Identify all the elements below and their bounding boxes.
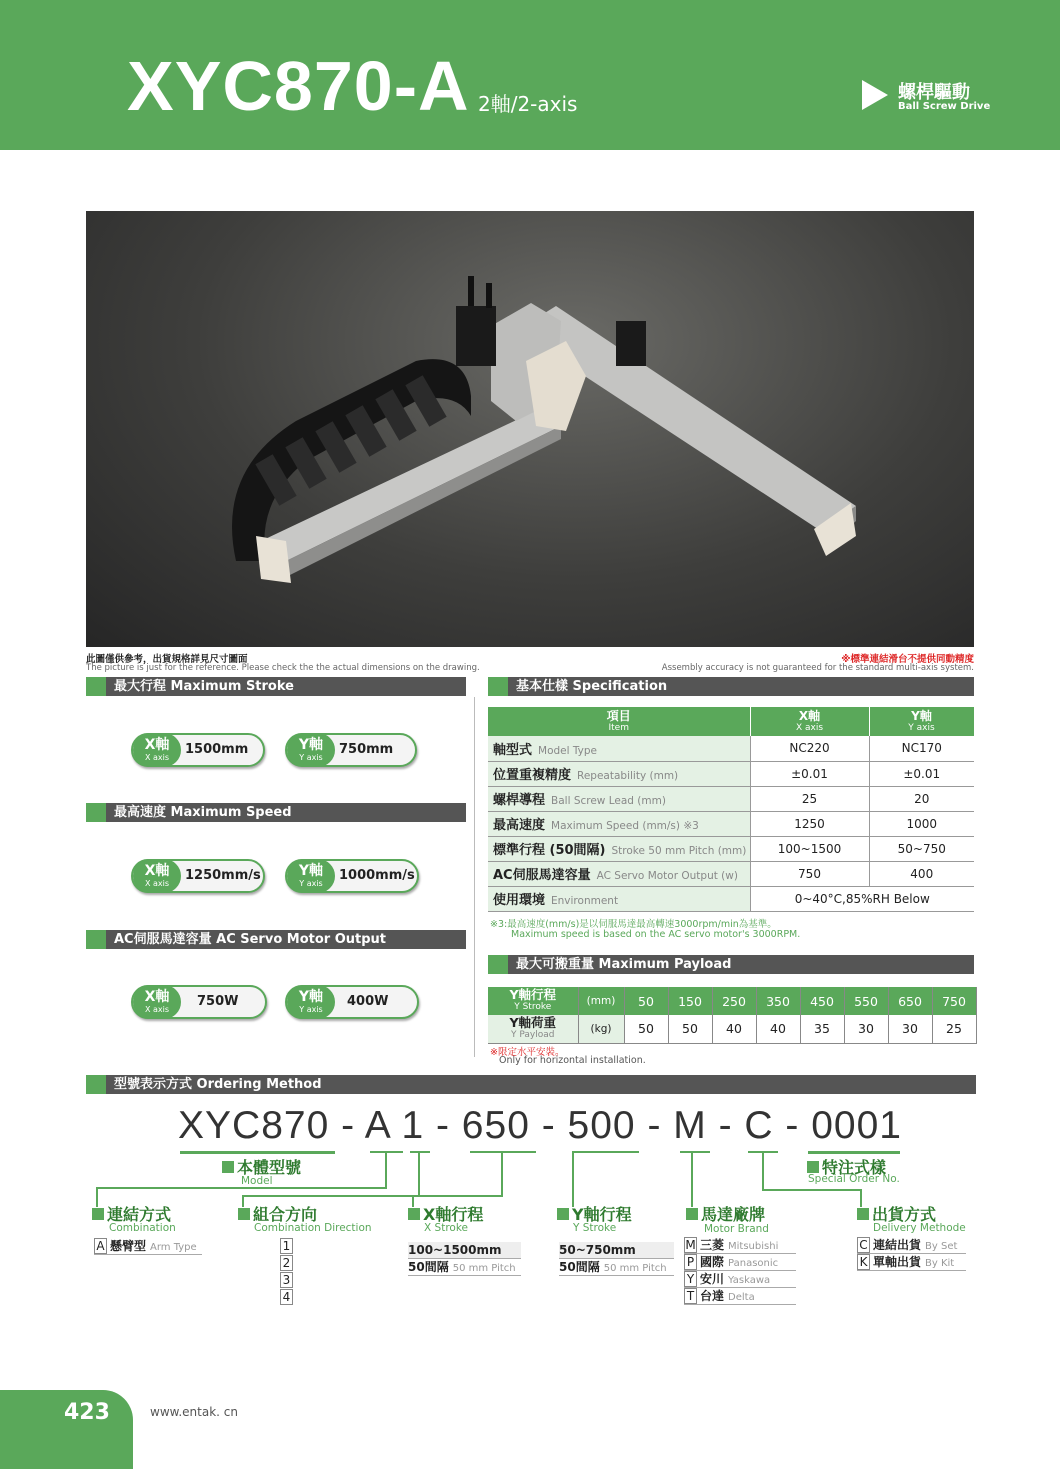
x-motor-pill (131, 985, 267, 1019)
spec-head-x: X軸 X axis (750, 707, 869, 736)
list-item: 2 (280, 1255, 296, 1272)
table-row: 螺桿導程 Ball Screw Lead (mm) 25 20 (488, 786, 974, 811)
carriage-block (456, 276, 646, 431)
table-row: 使用環境 Environment 0~40°C,85%RH Below (488, 886, 974, 911)
y-stroke-pill (285, 733, 417, 767)
photo-caption-cn: 此圖僅供參考，出貨規格詳見尺寸圖面 (86, 654, 248, 665)
drive-type-en: Ball Screw Drive (898, 101, 991, 112)
spec-note-en: Maximum speed is based on the AC servo motor's 3000RPM. (511, 929, 801, 940)
list-item: K 單軸出貨 By Kit (857, 1254, 966, 1271)
order-code: XYC870 - A 1 - 650 - 500 - M - C - 0001 (178, 1104, 902, 1147)
table-row: 位置重複精度 Repeatability (mm) ±0.01 ±0.01 (488, 761, 974, 786)
special-label-cn: 特注式樣 (807, 1155, 886, 1178)
website-url: www.entak. cn (150, 1405, 238, 1419)
model-label-cn: 本體型號 (222, 1155, 301, 1178)
payload-load-label: Y軸荷重 Y Payload (488, 1015, 578, 1043)
x-axis-badge: X軸 X axis (133, 985, 181, 1019)
combination-title: 連結方式 (92, 1202, 171, 1225)
connector-line (410, 1151, 430, 1153)
model-label-en: Model (241, 1175, 273, 1187)
product-title: XYC870-A (127, 47, 470, 125)
table-row: AC伺服馬達容量 AC Servo Motor Output (w) 750 400 (488, 861, 974, 886)
list-item: P 國際 Panasonic (684, 1254, 796, 1271)
motor-brand-title: 馬達廠牌 (686, 1202, 765, 1225)
connector-line (501, 1151, 503, 1197)
drive-type-cn: 螺桿驅動 (898, 82, 970, 103)
list-item: 50間隔 50 mm Pitch (408, 1259, 521, 1276)
delivery-title: 出貨方式 (857, 1202, 936, 1225)
direction-title: 組合方向 (238, 1202, 317, 1225)
max-stroke-heading: 最大行程 Maximum Stroke (86, 677, 466, 696)
page-number: 423 (64, 1400, 110, 1425)
payload-note-cn: ※限定水平安裝。 (490, 1047, 565, 1058)
list-item: 50~750mm (559, 1242, 674, 1259)
x-stroke-pill (131, 733, 265, 767)
x-axis-badge: X軸 X axis (133, 859, 181, 893)
payload-note-en: Only for horizontal installation. (499, 1055, 646, 1066)
motor-output-heading: AC伺服馬達容量 AC Servo Motor Output (86, 930, 466, 949)
ordering-heading: 型號表示方式 Ordering Method (86, 1075, 976, 1094)
payload-heading: 最大可搬重量 Maximum Payload (488, 955, 974, 974)
connector-line (762, 1189, 862, 1191)
spec-table (488, 707, 975, 912)
payload-stroke-label: Y軸行程 Y Stroke (488, 987, 578, 1015)
y-axis-badge: Y軸 Y axis (287, 859, 335, 893)
y-motor-pill (285, 985, 419, 1019)
special-underline (808, 1151, 900, 1154)
direction-sub: Combination Direction (254, 1222, 372, 1234)
y-speed-pill (285, 859, 419, 893)
connector-line (96, 1187, 387, 1189)
delivery-sub: Delivery Methode (873, 1222, 966, 1234)
spec-head-y: Y軸 Y axis (869, 707, 974, 736)
list-item: Y 安川 Yaskawa (684, 1271, 796, 1288)
payload-table (488, 987, 977, 1044)
y-speed-value: 1000mm/s (339, 868, 415, 883)
list-item: M 三菱 Mitsubishi (684, 1237, 796, 1254)
connector-line (470, 1151, 536, 1153)
list-item: 1 (280, 1238, 296, 1255)
photo-caption-en: The picture is just for the reference. Please check the the actual dimensions on the drawing. (86, 663, 480, 673)
x-stroke-value: 1500mm (185, 742, 249, 757)
connector-line (762, 1151, 764, 1191)
table-row: Y軸荷重 Y Payload (kg) 50 50 40 40 35 30 30 25 (488, 1015, 976, 1043)
y-motor-value: 400W (347, 994, 389, 1009)
connector-line (385, 1151, 387, 1189)
list-item: A 懸臂型 Arm Type (94, 1238, 202, 1255)
product-subtitle: 2軸/2-axis (478, 92, 578, 116)
x-speed-value: 1250mm/s (185, 868, 261, 883)
x-speed-pill (131, 859, 265, 893)
column-divider (474, 697, 475, 1057)
connector-line (572, 1151, 574, 1207)
max-speed-heading: 最高速度 Maximum Speed (86, 803, 466, 822)
spec-head-item: 項目 Item (488, 707, 750, 736)
list-item: 50間隔 50 mm Pitch (559, 1259, 674, 1276)
list-item: 4 (280, 1289, 296, 1306)
list-item: T 台達 Delta (684, 1288, 796, 1305)
page-tab (0, 1390, 133, 1469)
connector-line (412, 1195, 503, 1197)
motor-brand-sub: Motor Brand (704, 1223, 769, 1235)
connector-line (691, 1151, 693, 1207)
y-stroke-sub: Y Stroke (573, 1222, 617, 1234)
connector-line (418, 1151, 420, 1197)
table-row: 最高速度 Maximum Speed (mm/s) ※3 1250 1000 (488, 811, 974, 836)
header-band (0, 0, 1060, 150)
x-axis-badge: X軸 X axis (133, 733, 181, 767)
x-motor-value: 750W (197, 994, 239, 1009)
spec-note-cn: ※3:最高速度(mm/s)是以伺服馬達最高轉速3000rpm/min為基準。 (490, 919, 777, 930)
list-item: 3 (280, 1272, 296, 1289)
x-stroke-title: X軸行程 (408, 1202, 483, 1225)
model-underline (180, 1151, 335, 1154)
connector-line (573, 1151, 639, 1153)
photo-warning-cn: ※標準連結滑台不提供同動精度 (841, 654, 974, 665)
gantry-illustration (86, 211, 974, 647)
list-item: C 連結出貨 By Set (857, 1237, 966, 1254)
y-stroke-value: 750mm (339, 742, 394, 757)
table-row: 軸型式 Model Type NC220 NC170 (488, 736, 974, 761)
connector-line (680, 1151, 710, 1153)
combination-sub: Combination (109, 1222, 176, 1234)
y-axis-badge: Y軸 Y axis (287, 985, 335, 1019)
special-label-en: Special Order No. (808, 1173, 900, 1185)
y-axis-badge: Y軸 Y axis (287, 733, 335, 767)
table-row: 標準行程 (50間隔) Stroke 50 mm Pitch (mm) 100~1500 50~750 (488, 836, 974, 861)
table-row: Y軸行程 Y Stroke (mm) 50 150 250 350 450 550 650 750 (488, 987, 976, 1015)
play-arrow-icon (862, 80, 888, 110)
list-item: 100~1500mm (408, 1242, 521, 1259)
photo-warning-en: Assembly accuracy is not guaranteed for the standard multi-axis system. (661, 663, 974, 673)
spec-heading: 基本仕樣 Specification (488, 677, 974, 696)
y-stroke-title: Y軸行程 (557, 1202, 632, 1225)
connector-line (242, 1195, 420, 1197)
x-stroke-sub: X Stroke (424, 1222, 468, 1234)
product-photo (86, 211, 974, 647)
